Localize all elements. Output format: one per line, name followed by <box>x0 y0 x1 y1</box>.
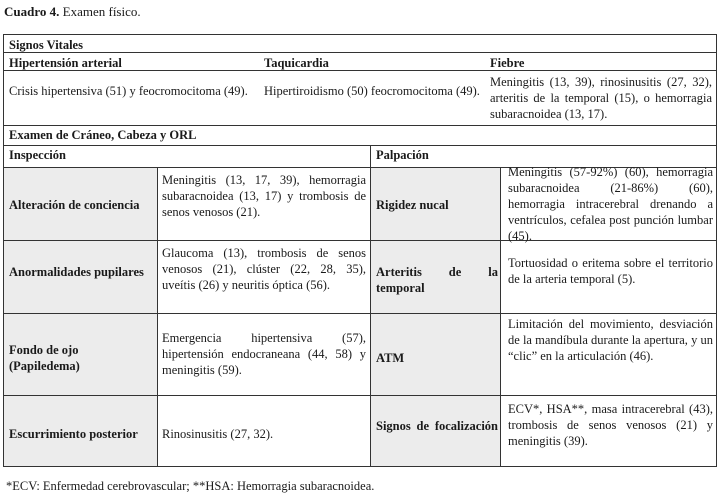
vitals-cell-fever: Meningitis (13, 39), rinosinusitis (27, 32), arteritis de la temporal (15), o hemorragia subaracnoidea (13, 17). <box>490 75 712 121</box>
rule <box>370 145 371 466</box>
palpation-text-tmj: Limitación del movimiento, desviación de la mandíbula durante la apertura, y un “clic” en la articulación (46). <box>508 317 713 363</box>
vitals-header-fever: Fiebre <box>490 56 525 70</box>
palpation-heading: Palpación <box>376 148 429 162</box>
inspection-label-pupils: Anormalidades pupilares <box>9 265 144 279</box>
rule <box>3 313 717 314</box>
inspection-label-posterior-drip: Escurrimiento posterior <box>9 427 138 441</box>
inspection-label-consciousness: Alteración de conciencia <box>9 198 140 212</box>
vitals-header-tachycardia: Taquicardia <box>264 56 329 70</box>
palpation-label-nuchal-rigidity: Rigidez nucal <box>376 198 449 212</box>
palpation-label-focal-signs: Signos de focalización <box>376 419 498 433</box>
palpation-text-nuchal-rigidity: Meningitis (57-92%) (60), hemorragia subaracnoidea (21-86%) (60), hemorragia intracerebral drenando a ventrículos, cefalea post punción lumbar (45). <box>508 165 713 243</box>
vitals-header-hypertension: Hipertensión arterial <box>9 56 122 70</box>
rule <box>3 395 717 396</box>
vitals-cell-tachycardia: Hipertiroidismo (50) feocromocitoma (49). <box>264 84 480 98</box>
cranial-heading: Examen de Cráneo, Cabeza y ORL <box>9 128 197 142</box>
inspection-text-posterior-drip: Rinosinusitis (27, 32). <box>162 427 274 441</box>
rule <box>3 145 717 146</box>
palpation-text-temporal-arteritis: Tortuosidad o eritema sobre el territorio de la arteria temporal (5). <box>508 256 713 286</box>
inspection-text-consciousness: Meningitis (13, 17, 39), hemorragia subaracnoidea (13, 17) y trombosis de senos venosos (21). <box>162 173 366 219</box>
caption-title: Examen físico. <box>62 4 141 19</box>
palpation-label-temporal-arteritis: Arteritis de la temporal <box>376 265 498 295</box>
inspection-label-fundus: Fondo de ojo (Papiledema) <box>9 343 80 373</box>
table-caption <box>4 4 141 20</box>
table-footnote: *ECV: Enfermedad cerebrovascular; **HSA: Hemorragia subaracnoidea. <box>6 479 375 493</box>
rule <box>3 52 717 53</box>
rule <box>500 167 501 466</box>
palpation-label-tmj: ATM <box>376 351 405 365</box>
palpation-text-focal-signs: ECV*, HSA**, masa intracerebral (43), trombosis de senos venosos (21) y meningitis (39). <box>508 402 713 448</box>
inspection-heading: Inspección <box>9 148 66 162</box>
rule <box>157 167 158 466</box>
inspection-text-pupils: Glaucoma (13), trombosis de senos venosos (21), clúster (22, 28, 35), uveítis (26) y neuritis óptica (56). <box>162 246 366 292</box>
caption-label: Cuadro 4. <box>4 4 60 19</box>
vitals-heading: Signos Vitales <box>9 38 83 52</box>
rule <box>3 125 717 126</box>
inspection-text-fundus: Emergencia hipertensiva (57), hipertensión endocraneana (44, 58) y meningitis (59). <box>162 331 366 377</box>
vitals-cell-hypertension: Crisis hipertensiva (51) y feocromocitoma (49). <box>9 84 248 98</box>
